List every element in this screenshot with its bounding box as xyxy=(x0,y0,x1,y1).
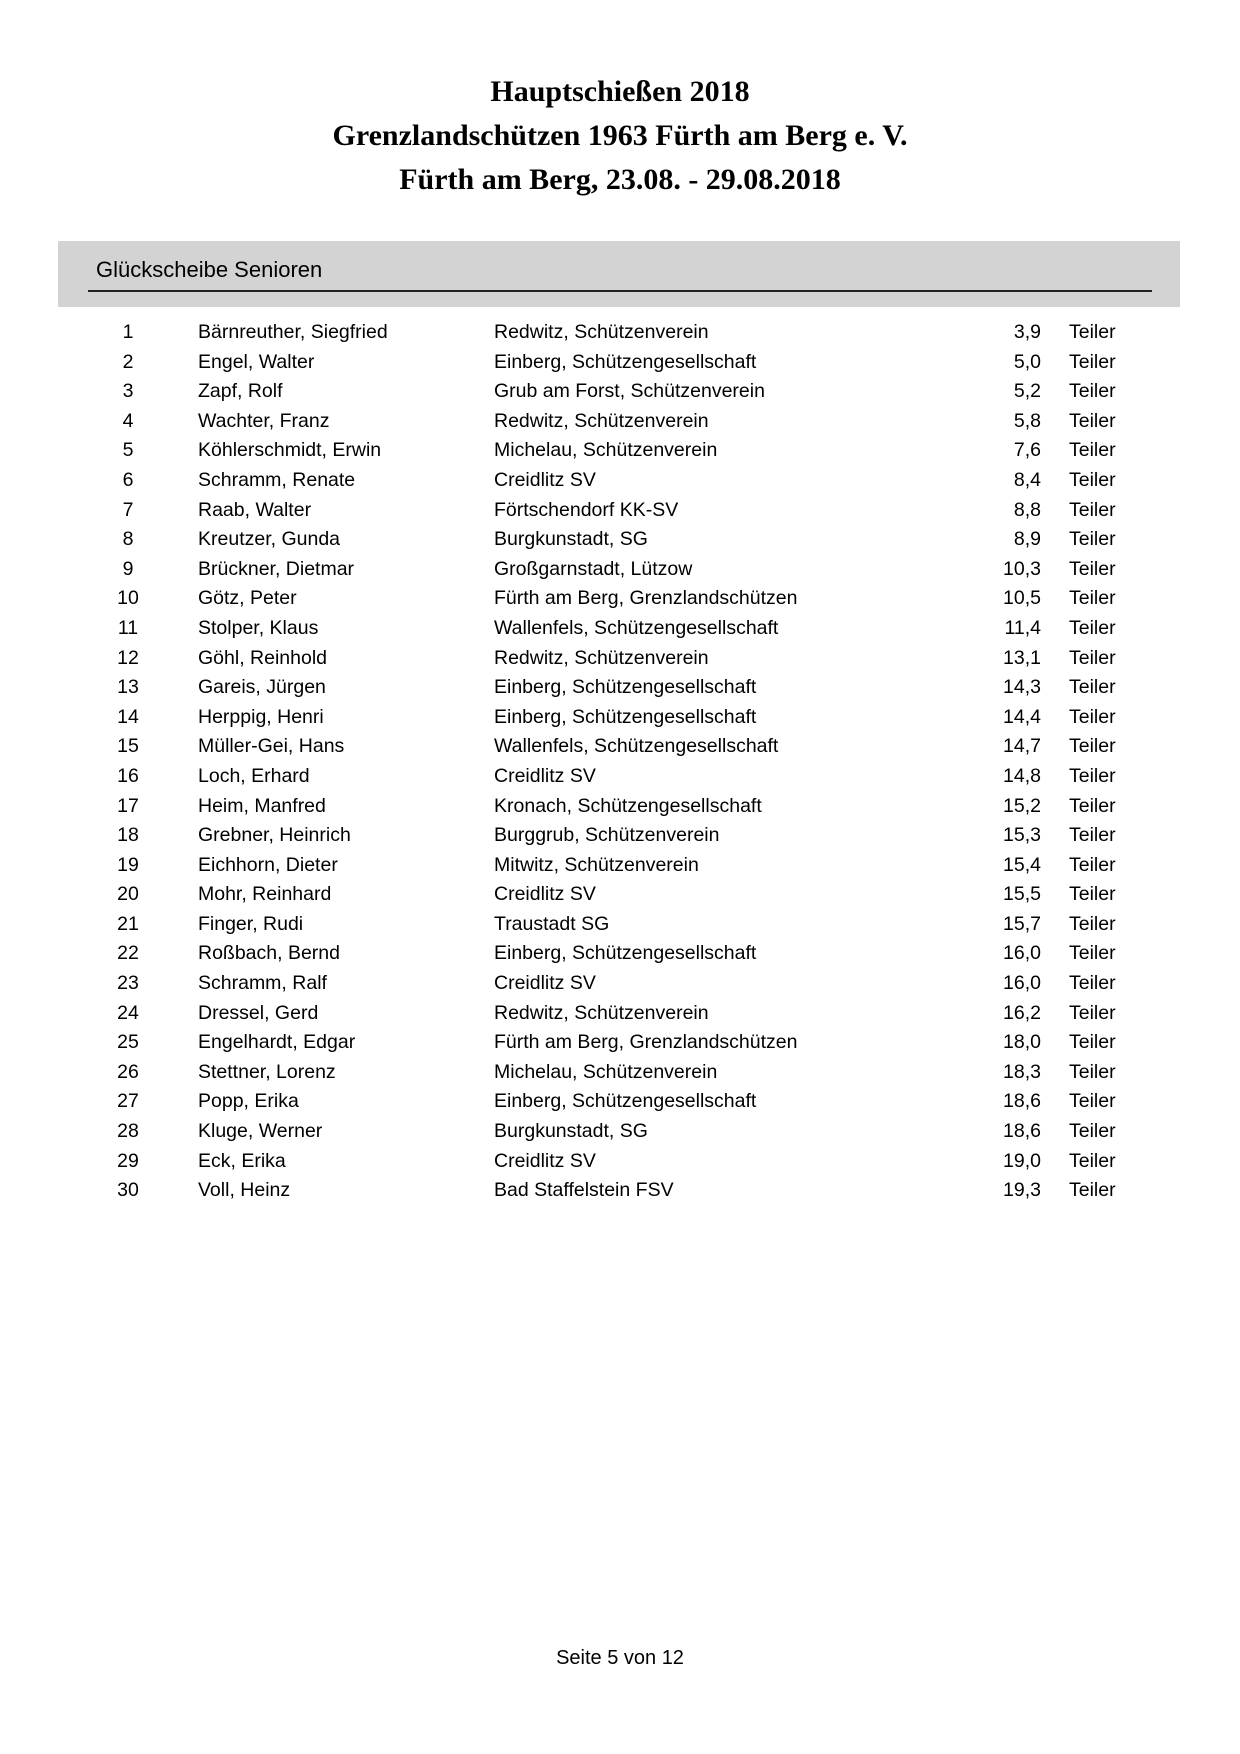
name-cell: Finger, Rudi xyxy=(198,912,304,935)
page-number: Seite 5 von 12 xyxy=(556,1647,684,1669)
score-cell: 14,3 xyxy=(1003,676,1041,699)
name-cell: Kluge, Werner xyxy=(198,1120,323,1143)
name-cell: Bärnreuther, Siegfried xyxy=(198,321,388,343)
unit-cell: Teiler xyxy=(1069,912,1116,935)
rank-cell: 25 xyxy=(117,1031,139,1054)
score-cell: 5,0 xyxy=(1013,350,1041,373)
club-cell: Creidlitz SV xyxy=(494,468,596,491)
rank-cell: 16 xyxy=(117,764,139,787)
unit-cell: Teiler xyxy=(1069,735,1116,758)
result-row xyxy=(0,644,1240,674)
score-cell: 18,0 xyxy=(1003,1031,1041,1054)
results-list xyxy=(0,318,1240,1206)
club-cell: Einberg, Schützengesellschaft xyxy=(494,350,757,373)
club-cell: Michelau, Schützenverein xyxy=(494,439,718,462)
name-cell: Roßbach, Bernd xyxy=(198,942,340,965)
score-cell: 10,3 xyxy=(1003,557,1041,580)
result-row xyxy=(0,939,1240,969)
score-cell: 8,8 xyxy=(1013,498,1041,521)
unit-cell: Teiler xyxy=(1069,1090,1116,1113)
unit-cell: Teiler xyxy=(1069,498,1116,521)
score-cell: 16,0 xyxy=(1003,972,1041,995)
rank-cell: 20 xyxy=(117,883,139,906)
club-cell: Förtschendorf KK-SV xyxy=(494,498,679,521)
score-cell: 3,9 xyxy=(1013,321,1041,343)
rank-cell: 10 xyxy=(117,587,139,610)
rank-cell: 21 xyxy=(117,912,139,935)
score-cell: 8,4 xyxy=(1013,468,1041,491)
unit-cell: Teiler xyxy=(1069,942,1116,965)
name-cell: Köhlerschmidt, Erwin xyxy=(198,439,382,462)
result-row xyxy=(0,1117,1240,1147)
club-cell: Fürth am Berg, Grenzlandschützen xyxy=(494,1031,798,1054)
rank-cell: 13 xyxy=(117,676,139,699)
club-cell: Burgkunstadt, SG xyxy=(494,1120,648,1143)
unit-cell: Teiler xyxy=(1069,972,1116,995)
name-cell: Stolper, Klaus xyxy=(198,616,319,639)
club-cell: Creidlitz SV xyxy=(494,1149,596,1172)
score-cell: 14,8 xyxy=(1003,764,1041,787)
unit-cell: Teiler xyxy=(1069,646,1116,669)
name-cell: Götz, Peter xyxy=(198,587,297,610)
club-cell: Creidlitz SV xyxy=(494,972,596,995)
club-cell: Einberg, Schützengesellschaft xyxy=(494,676,757,699)
score-cell: 7,6 xyxy=(1013,439,1041,462)
unit-cell: Teiler xyxy=(1069,1060,1116,1083)
club-cell: Fürth am Berg, Grenzlandschützen xyxy=(494,587,798,610)
club-title: Grenzlandschützen 1963 Fürth am Berg e. V. xyxy=(332,119,908,152)
club-cell: Burggrub, Schützenverein xyxy=(494,824,720,847)
name-cell: Stettner, Lorenz xyxy=(198,1060,336,1083)
name-cell: Brückner, Dietmar xyxy=(198,557,355,580)
score-cell: 10,5 xyxy=(1003,587,1041,610)
result-row xyxy=(0,673,1240,703)
name-cell: Voll, Heinz xyxy=(198,1179,291,1202)
result-row xyxy=(0,1058,1240,1088)
result-row xyxy=(0,1087,1240,1117)
score-cell: 18,6 xyxy=(1003,1120,1041,1143)
unit-cell: Teiler xyxy=(1069,528,1116,551)
score-cell: 15,2 xyxy=(1003,794,1041,817)
unit-cell: Teiler xyxy=(1069,321,1116,343)
unit-cell: Teiler xyxy=(1069,705,1116,728)
name-cell: Herppig, Henri xyxy=(198,705,324,728)
result-row xyxy=(0,880,1240,910)
unit-cell: Teiler xyxy=(1069,764,1116,787)
name-cell: Heim, Manfred xyxy=(198,794,326,817)
unit-cell: Teiler xyxy=(1069,1120,1116,1143)
club-cell: Redwitz, Schützenverein xyxy=(494,321,709,343)
score-cell: 14,4 xyxy=(1003,705,1041,728)
rank-cell: 26 xyxy=(117,1060,139,1083)
club-cell: Creidlitz SV xyxy=(494,764,596,787)
club-cell: Traustadt SG xyxy=(494,912,610,935)
event-title: Hauptschießen 2018 xyxy=(490,75,750,108)
name-cell: Schramm, Ralf xyxy=(198,972,327,995)
result-row xyxy=(0,496,1240,526)
result-row xyxy=(0,732,1240,762)
rank-cell: 8 xyxy=(122,528,134,551)
result-row xyxy=(0,466,1240,496)
unit-cell: Teiler xyxy=(1069,1149,1116,1172)
score-cell: 5,2 xyxy=(1013,380,1041,403)
club-cell: Creidlitz SV xyxy=(494,883,596,906)
rank-cell: 15 xyxy=(117,735,139,758)
result-row xyxy=(0,1147,1240,1177)
rank-cell: 5 xyxy=(122,439,134,462)
name-cell: Kreutzer, Gunda xyxy=(198,528,341,551)
name-cell: Wachter, Franz xyxy=(198,409,330,432)
result-row xyxy=(0,436,1240,466)
result-row xyxy=(0,348,1240,378)
club-cell: Wallenfels, Schützengesellschaft xyxy=(494,735,779,758)
event-date-location: Fürth am Berg, 23.08. - 29.08.2018 xyxy=(399,163,841,196)
result-row xyxy=(0,851,1240,881)
name-cell: Dressel, Gerd xyxy=(198,1001,319,1024)
name-cell: Raab, Walter xyxy=(198,498,312,521)
unit-cell: Teiler xyxy=(1069,587,1116,610)
result-row xyxy=(0,614,1240,644)
name-cell: Engelhardt, Edgar xyxy=(198,1031,356,1054)
club-cell: Großgarnstadt, Lützow xyxy=(494,557,693,580)
rank-cell: 19 xyxy=(117,853,139,876)
score-cell: 11,4 xyxy=(1004,616,1041,639)
club-cell: Redwitz, Schützenverein xyxy=(494,646,709,669)
unit-cell: Teiler xyxy=(1069,1031,1116,1054)
rank-cell: 12 xyxy=(117,646,139,669)
club-cell: Einberg, Schützengesellschaft xyxy=(494,942,757,965)
result-row xyxy=(0,821,1240,851)
rank-cell: 2 xyxy=(122,350,134,373)
club-cell: Einberg, Schützengesellschaft xyxy=(494,705,757,728)
club-cell: Michelau, Schützenverein xyxy=(494,1060,718,1083)
score-cell: 8,9 xyxy=(1013,528,1041,551)
club-cell: Redwitz, Schützenverein xyxy=(494,409,709,432)
result-row xyxy=(0,1176,1240,1206)
score-cell: 15,3 xyxy=(1003,824,1041,847)
document-header xyxy=(0,70,1240,202)
unit-cell: Teiler xyxy=(1069,676,1116,699)
rank-cell: 6 xyxy=(122,468,134,491)
rank-cell: 29 xyxy=(117,1149,139,1172)
rank-cell: 18 xyxy=(117,824,139,847)
unit-cell: Teiler xyxy=(1069,439,1116,462)
unit-cell: Teiler xyxy=(1069,794,1116,817)
score-cell: 18,3 xyxy=(1003,1060,1041,1083)
name-cell: Schramm, Renate xyxy=(198,468,356,491)
section-title: Glückscheibe Senioren xyxy=(96,257,323,282)
rank-cell: 7 xyxy=(122,498,134,521)
name-cell: Gareis, Jürgen xyxy=(198,676,326,699)
rank-cell: 14 xyxy=(117,705,139,728)
rank-cell: 3 xyxy=(122,380,134,403)
result-row xyxy=(0,999,1240,1029)
club-cell: Grub am Forst, Schützenverein xyxy=(494,380,765,403)
unit-cell: Teiler xyxy=(1069,853,1116,876)
score-cell: 5,8 xyxy=(1013,409,1041,432)
result-row xyxy=(0,318,1240,348)
unit-cell: Teiler xyxy=(1069,616,1116,639)
result-row xyxy=(0,1028,1240,1058)
name-cell: Göhl, Reinhold xyxy=(198,646,327,669)
score-cell: 13,1 xyxy=(1003,646,1041,669)
result-row xyxy=(0,555,1240,585)
club-cell: Redwitz, Schützenverein xyxy=(494,1001,709,1024)
score-cell: 16,2 xyxy=(1003,1001,1041,1024)
unit-cell: Teiler xyxy=(1069,824,1116,847)
unit-cell: Teiler xyxy=(1069,380,1116,403)
unit-cell: Teiler xyxy=(1069,468,1116,491)
section-header xyxy=(58,241,1180,307)
rank-cell: 4 xyxy=(122,409,134,432)
score-cell: 14,7 xyxy=(1003,735,1041,758)
rank-cell: 9 xyxy=(122,557,134,580)
unit-cell: Teiler xyxy=(1069,409,1116,432)
rank-cell: 23 xyxy=(117,972,139,995)
result-row xyxy=(0,584,1240,614)
name-cell: Popp, Erika xyxy=(198,1090,299,1113)
name-cell: Eichhorn, Dieter xyxy=(198,853,338,876)
score-cell: 19,0 xyxy=(1003,1149,1041,1172)
result-row xyxy=(0,377,1240,407)
rank-cell: 22 xyxy=(117,942,139,965)
club-cell: Bad Staffelstein FSV xyxy=(494,1179,674,1202)
result-row xyxy=(0,910,1240,940)
name-cell: Loch, Erhard xyxy=(198,764,310,787)
rank-cell: 30 xyxy=(117,1179,139,1202)
club-cell: Mitwitz, Schützenverein xyxy=(494,853,699,876)
rank-cell: 11 xyxy=(117,616,139,639)
name-cell: Engel, Walter xyxy=(198,350,315,373)
club-cell: Kronach, Schützengesellschaft xyxy=(494,794,762,817)
name-cell: Eck, Erika xyxy=(198,1149,286,1172)
rank-cell: 1 xyxy=(122,321,134,343)
club-cell: Wallenfels, Schützengesellschaft xyxy=(494,616,779,639)
unit-cell: Teiler xyxy=(1069,350,1116,373)
rank-cell: 17 xyxy=(117,794,139,817)
name-cell: Mohr, Reinhard xyxy=(198,883,332,906)
name-cell: Zapf, Rolf xyxy=(198,380,283,403)
score-cell: 15,4 xyxy=(1003,853,1041,876)
rank-cell: 27 xyxy=(117,1090,139,1113)
score-cell: 19,3 xyxy=(1003,1179,1041,1202)
unit-cell: Teiler xyxy=(1069,1001,1116,1024)
section-divider xyxy=(88,290,1152,292)
score-cell: 15,5 xyxy=(1003,883,1041,906)
club-cell: Einberg, Schützengesellschaft xyxy=(494,1090,757,1113)
result-row xyxy=(0,703,1240,733)
name-cell: Müller-Gei, Hans xyxy=(198,735,345,758)
result-row xyxy=(0,407,1240,437)
unit-cell: Teiler xyxy=(1069,883,1116,906)
score-cell: 16,0 xyxy=(1003,942,1041,965)
score-cell: 18,6 xyxy=(1003,1090,1041,1113)
unit-cell: Teiler xyxy=(1069,1179,1116,1202)
rank-cell: 28 xyxy=(117,1120,139,1143)
score-cell: 15,7 xyxy=(1003,912,1041,935)
result-row xyxy=(0,762,1240,792)
unit-cell: Teiler xyxy=(1069,557,1116,580)
club-cell: Burgkunstadt, SG xyxy=(494,528,648,551)
result-row xyxy=(0,792,1240,822)
name-cell: Grebner, Heinrich xyxy=(198,824,351,847)
rank-cell: 24 xyxy=(117,1001,139,1024)
result-row xyxy=(0,969,1240,999)
result-row xyxy=(0,525,1240,555)
